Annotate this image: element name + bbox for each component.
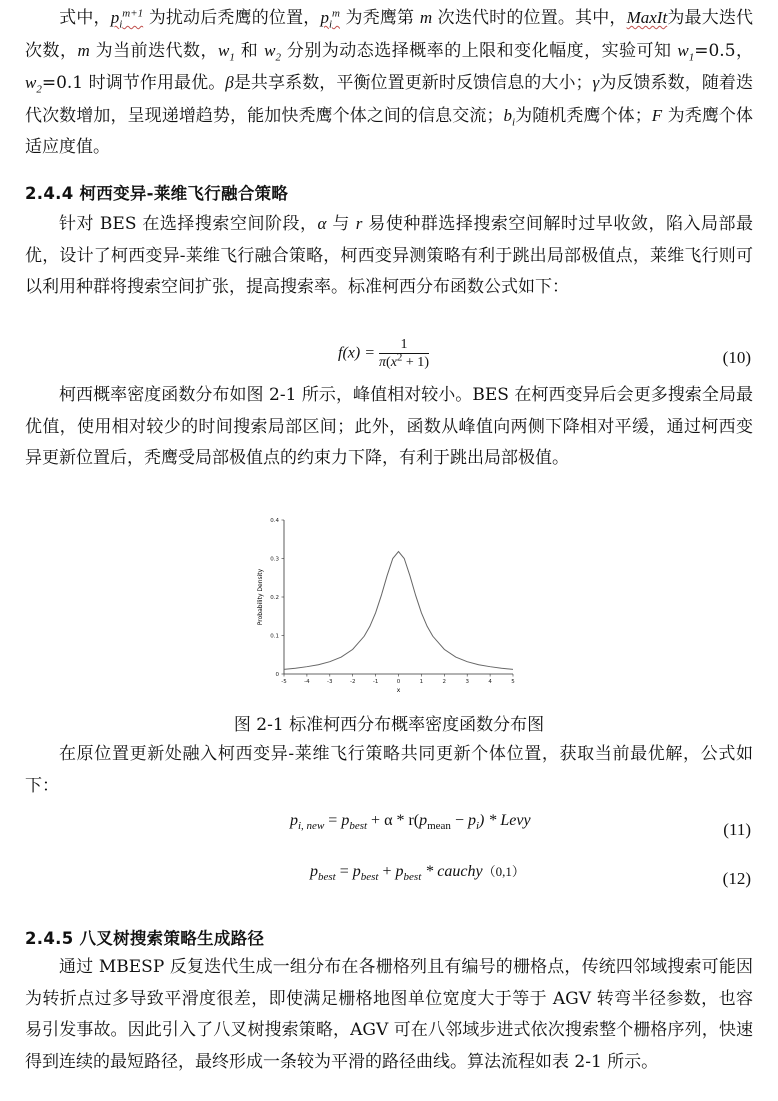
text: =0.1 时调节作用最优。 bbox=[41, 73, 226, 94]
x-tick-label: 2 bbox=[442, 679, 447, 685]
y-tick-label: 0.1 bbox=[270, 633, 279, 640]
y-axis-label: Probability Density bbox=[257, 568, 264, 626]
text: 针对 BES 在选择搜索空间阶段， bbox=[59, 214, 318, 234]
chart-ticks bbox=[270, 518, 515, 685]
text: 交流； bbox=[452, 105, 504, 126]
math-var-f: F bbox=[651, 105, 663, 125]
section-title: 八叉树搜索策略生成路径 bbox=[79, 929, 265, 948]
text: 易使种群选择搜索空间解时过早收敛，陷入局部最优，设计了柯西变异-莱维飞行融合策略，柯西变异测策略有利于跳出局部极值点，莱维飞行则可以利用种群将搜索空间扩张，提高搜索率。标准柯西分布函数公式如下： bbox=[25, 214, 753, 298]
paragraph-octree-strategy: 通过 MBESP 反复迭代生成一组分布在各栅格列且有编号的栅格点，传统四邻域搜索可能因为转折点过多导致平滑度很差，即使满足栅格地图单位宽度大于等于 AGV 转弯半径参数，也容易引发事故。因此引入了八叉树搜索策略，AGV 可在八邻域步进式依次搜索整个栅格序列，快速得到连续的最短路径，最终形成一条较为平滑的路径曲线。算法流程如表 2-1 所示。 bbox=[25, 957, 753, 1072]
section-number: 2.4.5 bbox=[25, 929, 74, 948]
equation-lhs: f(x) = bbox=[338, 344, 375, 362]
text: 为秃鹰个体适应度值。 bbox=[25, 105, 754, 158]
math-var-p: $p_i^m$ bbox=[320, 7, 340, 31]
paragraph-cauchy-description: 柯西概率密度函数分布如图 2-1 所示，峰值相对较小。BES 在柯西变异后会更多搜索全局最优值，使用相对较少的时间搜索局部区间；此外，函数从峰值向两侧下降相对平缓，通过柯西变异更新位置后，秃鹰受局部极值点的约束力下降，有利于跳出局部极值。 bbox=[25, 385, 753, 469]
cauchy-density-chart bbox=[246, 512, 524, 700]
math-var-beta: β bbox=[225, 73, 234, 93]
fraction bbox=[379, 337, 429, 371]
math-var-alpha: α bbox=[317, 214, 327, 233]
y-tick-label: 0.4 bbox=[270, 518, 279, 524]
section-number: 2.4.4 bbox=[25, 184, 74, 203]
math-var-gamma: γ bbox=[592, 73, 600, 93]
x-tick-label: 1 bbox=[419, 679, 424, 685]
equation-number: (10) bbox=[722, 348, 751, 367]
math-var-r: r bbox=[355, 214, 363, 233]
x-tick-label: 0 bbox=[396, 679, 401, 685]
text: 为随机秃鹰个体； bbox=[515, 105, 652, 126]
denominator: $\pi(x^2 + 1)$ bbox=[379, 351, 429, 370]
text: 为秃鹰第 bbox=[339, 8, 420, 28]
equation-best-update: $p_{best} = p_{best} + p_{best}$ * cauchy（0,1） bbox=[310, 863, 525, 884]
y-tick-label: 0 bbox=[275, 672, 279, 678]
equation-12 bbox=[25, 861, 753, 901]
x-tick-label: -4 bbox=[304, 679, 310, 685]
text: =0.5， bbox=[694, 40, 754, 61]
x-tick-label: 5 bbox=[511, 679, 515, 685]
equation-10 bbox=[25, 337, 753, 380]
math-var-p: $p_i^{m+1}$ bbox=[110, 7, 144, 31]
section-title: 柯西变异-莱维飞行融合策略 bbox=[79, 184, 289, 203]
chart-axes bbox=[284, 520, 513, 674]
text: 实验可知 bbox=[601, 40, 678, 61]
text: 和 bbox=[234, 40, 265, 61]
x-tick-label: 4 bbox=[488, 679, 492, 685]
math-var-m: m bbox=[77, 40, 90, 60]
text: 是共享系数，平衡位置更新时反馈信息的 bbox=[233, 73, 542, 94]
paragraph-cauchy-intro bbox=[25, 208, 753, 304]
x-tick-label: -2 bbox=[349, 679, 356, 685]
math-var-m: m bbox=[419, 8, 433, 27]
equation-number: (12) bbox=[722, 869, 751, 888]
text: 式中， bbox=[59, 8, 111, 28]
text: 与 bbox=[326, 214, 356, 234]
y-tick-label: 0.3 bbox=[270, 556, 279, 563]
text: 次迭代时的位置。其中， bbox=[432, 8, 627, 28]
paragraph-variable-definitions bbox=[25, 2, 753, 164]
text: 大小； bbox=[541, 73, 593, 94]
math-var-maxit: MaxIt bbox=[626, 8, 668, 27]
text: 为扰动后秃鹰的位置， bbox=[143, 8, 321, 28]
math-var-w2: $w_2$ bbox=[264, 40, 281, 63]
x-axis-label: x bbox=[396, 687, 401, 694]
equation-11 bbox=[25, 812, 753, 852]
text: 分别为动态选择概率的上限和变化幅度， bbox=[280, 40, 602, 61]
math-var-w1: $w_1$ bbox=[677, 40, 695, 63]
paragraph-update-intro: 在原位置更新处融入柯西变异-莱维飞行策略共同更新个体位置，获取当前最优解，公式如下： bbox=[25, 744, 753, 796]
math-var-w2: $w_2$ bbox=[25, 73, 42, 96]
math-var-w1: $w_1$ bbox=[218, 40, 235, 63]
figure-caption: 图 2-1 标准柯西分布概率密度函数分布图 bbox=[233, 715, 545, 735]
text: 为当前迭代数， bbox=[89, 40, 219, 61]
x-tick-label: -3 bbox=[327, 679, 333, 685]
equation-cauchy-pdf bbox=[338, 337, 429, 371]
text: 为反馈系数，随着迭代次数增加，呈现递增趋势，能加快秃鹰个体之间的信息 bbox=[25, 73, 754, 126]
text: 为最大迭代次数， bbox=[25, 8, 754, 61]
numerator: 1 bbox=[379, 337, 429, 354]
x-tick-label: 3 bbox=[465, 679, 469, 685]
x-tick-label: -1 bbox=[372, 679, 379, 685]
equation-number: (11) bbox=[723, 820, 751, 839]
math-var-bi: $b_i$ bbox=[503, 105, 516, 129]
cauchy-density-line bbox=[284, 552, 513, 670]
section-heading-2-4-4 bbox=[25, 180, 288, 204]
section-heading-2-4-5 bbox=[25, 925, 264, 949]
x-tick-label: -5 bbox=[281, 679, 287, 685]
equation-position-update: $p_{i, new} = p_{best} + \alpha * r(p_{mean} - p_i)$ * Levy bbox=[290, 812, 531, 833]
y-tick-label: 0.2 bbox=[270, 595, 279, 601]
